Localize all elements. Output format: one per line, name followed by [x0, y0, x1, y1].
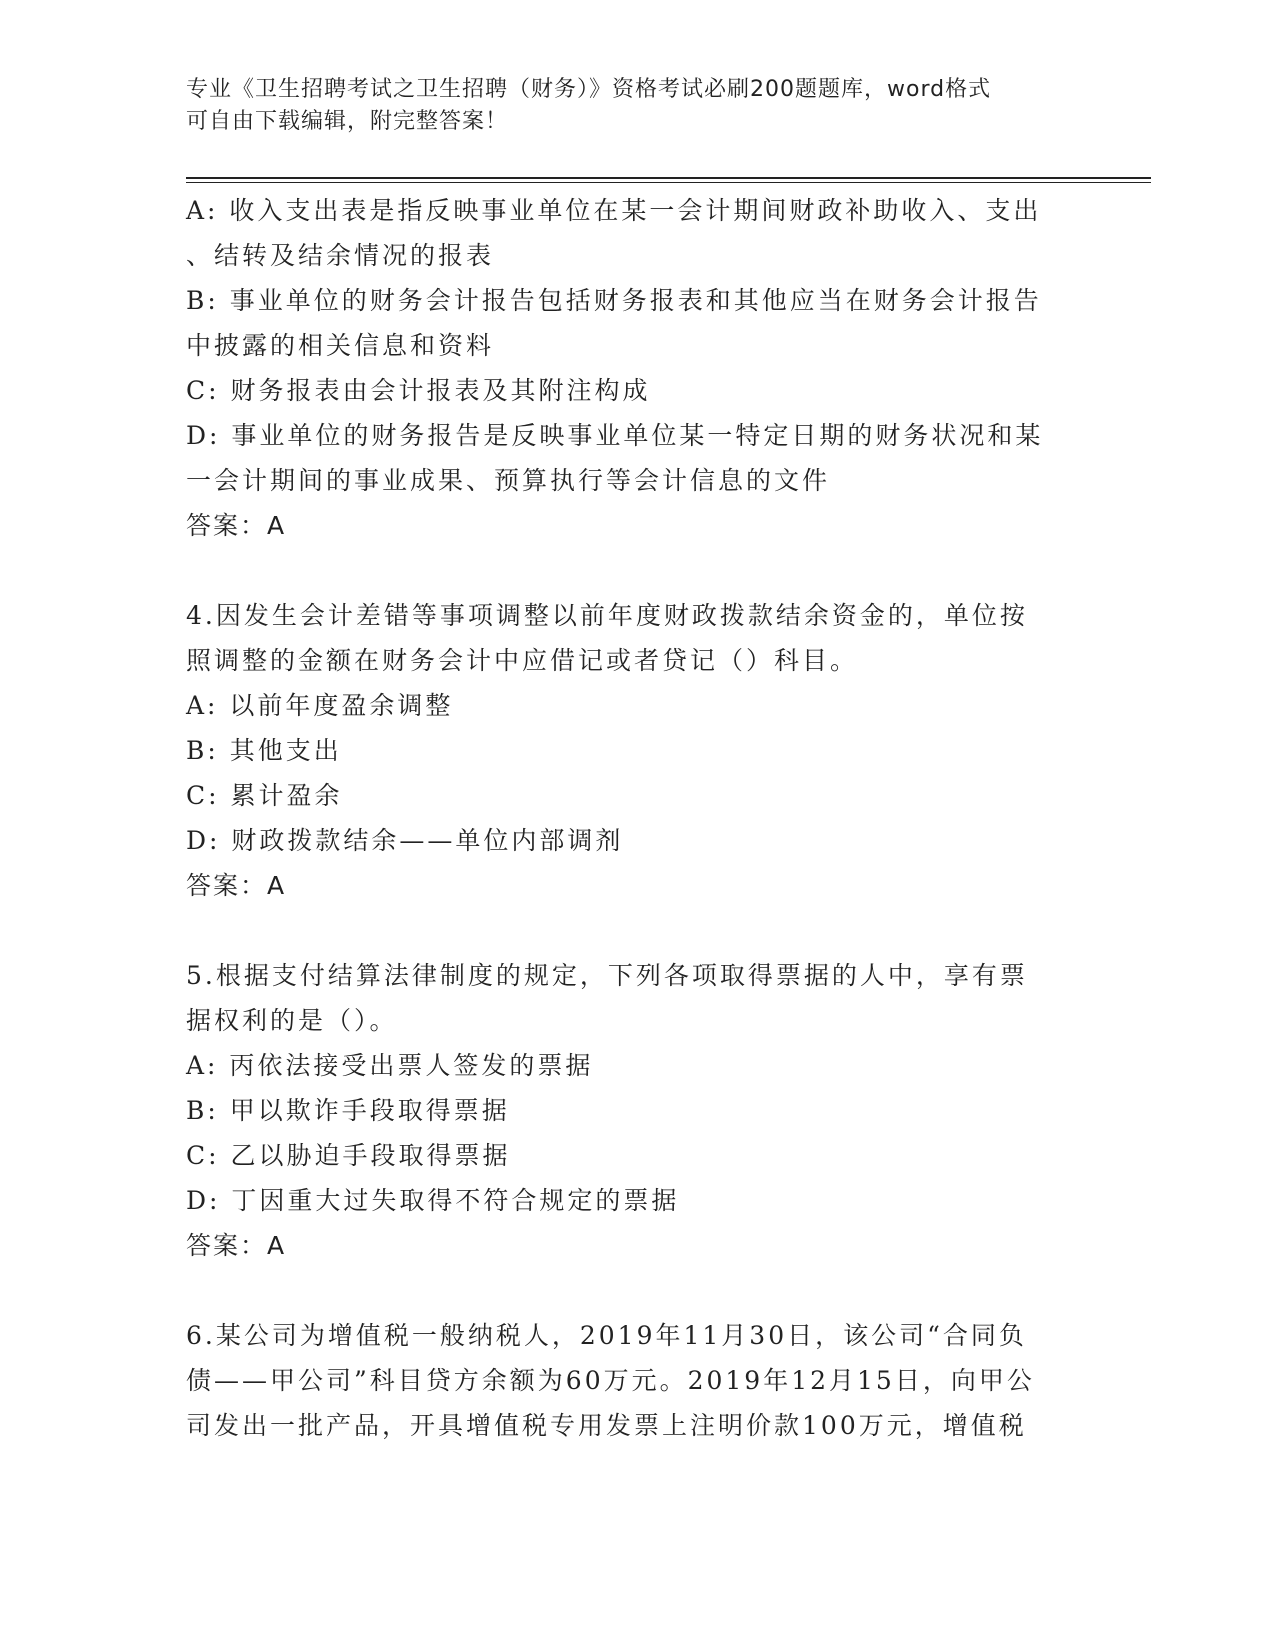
question-3 — [186, 188, 1076, 548]
header-title-line-1: 专业《卫生招聘考试之卫生招聘（财务）》资格考试必刷200题题库，word格式 — [186, 77, 992, 102]
q4-option-a: A: 以前年度盈余调整 — [186, 691, 454, 720]
q3-option-c: C: 财务报表由会计报表及其附注构成 — [186, 376, 651, 405]
header-divider-thin — [186, 182, 1151, 183]
spacer — [186, 548, 1076, 593]
q3-answer: 答案：A — [186, 511, 287, 540]
q3-option-b-line-2: 中披露的相关信息和资料 — [186, 331, 495, 360]
q5-option-b: B: 甲以欺诈手段取得票据 — [186, 1096, 510, 1125]
q4-answer: 答案：A — [186, 871, 287, 900]
q3-option-a-line-2: 、结转及结余情况的报表 — [186, 241, 495, 270]
spacer — [186, 1268, 1076, 1313]
header-title-line-2: 可自由下载编辑，附完整答案！ — [186, 109, 509, 134]
q3-option-b-line-1: B: 事业单位的财务会计报告包括财务报表和其他应当在财务会计报告 — [186, 286, 1042, 315]
spacer — [186, 908, 1076, 953]
q3-option-d-line-1: D: 事业单位的财务报告是反映事业单位某一特定日期的财务状况和某 — [186, 421, 1044, 450]
question-4 — [186, 593, 1076, 908]
question-6 — [186, 1313, 1076, 1448]
question-list — [186, 188, 1076, 1448]
q3-option-d-line-2: 一会计期间的事业成果、预算执行等会计信息的文件 — [186, 466, 831, 495]
document-header — [186, 74, 1066, 138]
q6-stem-line-2: 债——甲公司”科目贷方余额为60万元。2019年12月15日，向甲公 — [186, 1366, 1035, 1395]
q5-stem-line-2: 据权利的是（）。 — [186, 1006, 398, 1035]
q4-option-c: C: 累计盈余 — [186, 781, 343, 810]
q5-option-a: A: 丙依法接受出票人签发的票据 — [186, 1051, 594, 1080]
q3-option-a-line-1: A: 收入支出表是指反映事业单位在某一会计期间财政补助收入、支出 — [186, 196, 1042, 225]
q4-option-b: B: 其他支出 — [186, 736, 342, 765]
question-5 — [186, 953, 1076, 1268]
q5-option-c: C: 乙以胁迫手段取得票据 — [186, 1141, 511, 1170]
q4-option-d: D: 财政拨款结余——单位内部调剂 — [186, 826, 624, 855]
q5-option-d: D: 丁因重大过失取得不符合规定的票据 — [186, 1186, 680, 1215]
q6-stem-line-3: 司发出一批产品，开具增值税专用发票上注明价款100万元，增值税 — [186, 1411, 1027, 1440]
q5-answer: 答案：A — [186, 1231, 287, 1260]
q5-stem-line-1: 5.根据支付结算法律制度的规定，下列各项取得票据的人中，享有票 — [186, 961, 1028, 990]
q4-stem-line-1: 4.因发生会计差错等事项调整以前年度财政拨款结余资金的，单位按 — [186, 601, 1028, 630]
q6-stem-line-1: 6.某公司为增值税一般纳税人，2019年11月30日，该公司“合同负 — [186, 1321, 1027, 1350]
q4-stem-line-2: 照调整的金额在财务会计中应借记或者贷记（）科目。 — [186, 646, 859, 675]
header-divider-thick — [186, 177, 1151, 179]
